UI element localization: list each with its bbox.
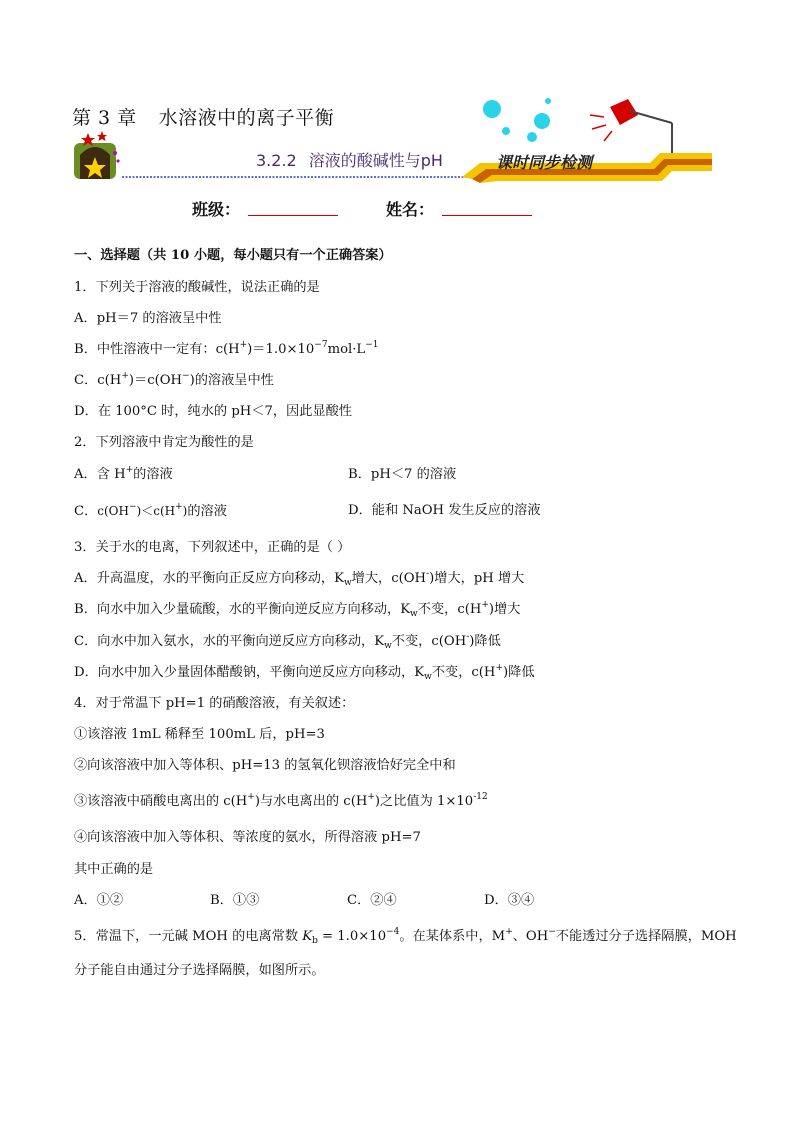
q1-option-d: D．在 100°C 时，纯水的 pH＜7，因此显酸性 [74,404,352,419]
q4-option-b: B．①③ [210,893,260,908]
bubbles-icon [483,98,551,142]
q4-statement-4: ④向该溶液中加入等体积、等浓度的氨水，所得溶液 pH=7 [74,830,421,845]
q2-stem: 2．下列溶液中肯定为酸性的是 [74,435,254,450]
q4-statement-2: ②向该溶液中加入等体积、pH=13 的氢氧化钡溶液恰好完全中和 [74,758,456,773]
q2-option-a: A．含 H+的溶液 [74,465,173,482]
q3-stem: 3．关于水的电离，下列叙述中，正确的是（ ） [74,540,351,555]
lamp-icon [590,99,672,155]
badge-label: 课时同步检测 [496,153,593,172]
section-heading: 3.2.2 溶液的酸碱性与pH [256,151,443,170]
q4-stem: 4．对于常温下 pH=1 的硝酸溶液，有关叙述： [74,696,355,711]
name-label: 姓名： [386,200,435,219]
q2-option-c: C．c(OH−)＜c(H+)的溶液 [74,502,227,519]
q3-option-b: B．向水中加入少量硫酸，水的平衡向逆反应方向移动，$K_w$不变，c(H+)增大 [74,600,521,619]
q2-option-d: D．能和 NaOH 发生反应的溶液 [348,503,541,518]
q1-option-c: C．c(H+)＝c(OH−)的溶液呈中性 [74,371,274,388]
q4-statement-3: ③该溶液中硝酸电离出的 c(H+)与水电离出的 c(H+)之比值为 $1\times 10^{-12}$ [74,792,488,809]
q3-option-d: D．向水中加入少量固体醋酸钠，平衡向逆反应方向移动，$K_w$不变，c(H+)降低 [74,663,535,682]
q2-row-2 [74,502,541,521]
q5-line-1: 5．常温下，一元碱 MOH 的电离常数 $K_b = 1.0\times 10^{-4}$。在某体系中，M+、OH−不能透过分子选择隔膜，MOH [74,927,737,946]
q5-line-2: 分子能自由通过分子选择隔膜，如图所示。 [74,963,325,978]
name-field[interactable] [442,197,532,216]
q1-stem: 1．下列关于溶液的酸碱性，说法正确的是 [74,280,320,295]
q2-option-b: B．pH＜7 的溶液 [348,467,457,482]
q1-option-a: A．pH＝7 的溶液呈中性 [74,311,222,326]
chapter-heading: 第 3 章 水溶液中的离子平衡 [72,107,335,129]
q4-which: 其中正确的是 [74,862,154,877]
q4-statement-1: ①该溶液 1mL 稀释至 100mL 后，pH=3 [74,727,325,742]
q4-option-d: D．③④ [484,893,535,908]
q1-option-b: B．中性溶液中一定有：$c(H^+)=1.0\times 10^{-7}mol\cdot L^{-1}$ [74,340,379,357]
class-label: 班级： [192,200,241,219]
q3-option-c: C．向水中加入氨水，水的平衡向逆反应方向移动，$K_w$不变，c(OH-)降低 [74,632,501,651]
choice-section-heading: 一、选择题（共 10 小题，每小题只有一个正确答案） [74,248,392,263]
class-field[interactable] [248,197,338,216]
q3-option-a: A．升高温度，水的平衡向正反应方向移动，$K_w$增大，c(OH-)增大，pH 增大 [74,569,525,588]
star-icon [74,131,120,179]
q4-option-a: A．①② [74,893,124,908]
q4-option-c: C．②④ [347,893,397,908]
q2-row-1 [74,465,457,484]
